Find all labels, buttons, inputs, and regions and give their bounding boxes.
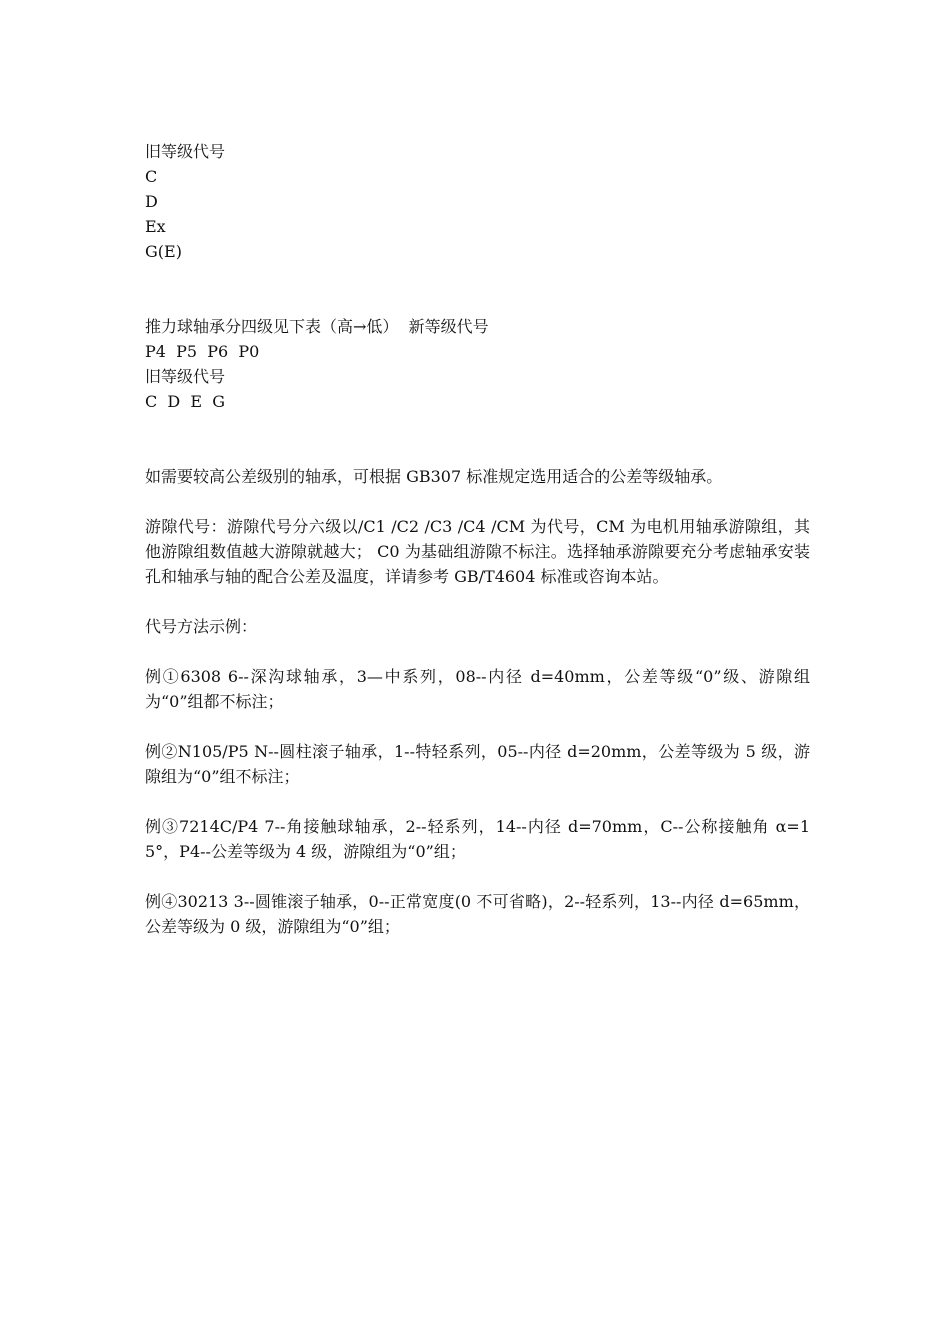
spacer: [145, 789, 810, 814]
old-grade-heading: 旧等级代号: [145, 142, 226, 161]
old-grade-code-c: C: [145, 167, 158, 186]
spacer: [145, 714, 810, 739]
spacer: [145, 264, 810, 314]
document-body: [145, 139, 810, 939]
thrust-new-codes: P4 P5 P6 P0: [145, 342, 260, 361]
old-grade-code-ex: Ex: [145, 217, 166, 236]
example-3-paragraph: 例③7214C/P4 7--角接触球轴承，2--轻系列，14--内径 d=70mm，C--公称接触角 α=15°，P4--公差等级为 4 级，游隙组为“0”组；: [145, 817, 810, 861]
example-4-paragraph: 例④30213 3--圆锥滚子轴承，0--正常宽度(0 不可省略)，2--轻系列，13--内径 d=65mm，公差等级为 0 级，游隙组为“0”组；: [145, 892, 810, 936]
clearance-paragraph: 游隙代号：游隙代号分六级以/C1 /C2 /C3 /C4 /CM 为代号，CM 为电机用轴承游隙组，其他游隙组数值越大游隙就越大； C0 为基础组游隙不标注。选择轴承游隙要充分考虑轴承安装孔和轴承与轴的配合公差及温度，详请参考 GB/T4604 标准或咨询本站。: [145, 517, 810, 586]
high-tolerance-paragraph: 如需要较高公差级别的轴承，可根据 GB307 标准规定选用适合的公差等级轴承。: [145, 467, 723, 486]
old-grade-code-d: D: [145, 192, 158, 211]
spacer: [145, 414, 810, 464]
spacer: [145, 639, 810, 664]
spacer: [145, 589, 810, 614]
thrust-old-codes: C D E G: [145, 392, 226, 411]
example-1-paragraph: 例①6308 6--深沟球轴承，3—中系列，08--内径 d=40mm，公差等级“0”级、游隙组为“0”组都不标注；: [145, 667, 810, 711]
spacer: [145, 489, 810, 514]
old-grade-code-ge: G(E): [145, 242, 182, 261]
thrust-old-heading: 旧等级代号: [145, 367, 226, 386]
example-2-paragraph: 例②N105/P5 N--圆柱滚子轴承，1--特轻系列，05--内径 d=20mm，公差等级为 5 级，游隙组为“0”组不标注；: [145, 742, 810, 786]
method-title: 代号方法示例：: [145, 617, 258, 636]
spacer: [145, 864, 810, 889]
thrust-bearing-heading: 推力球轴承分四级见下表（高→低） 新等级代号: [145, 317, 489, 336]
